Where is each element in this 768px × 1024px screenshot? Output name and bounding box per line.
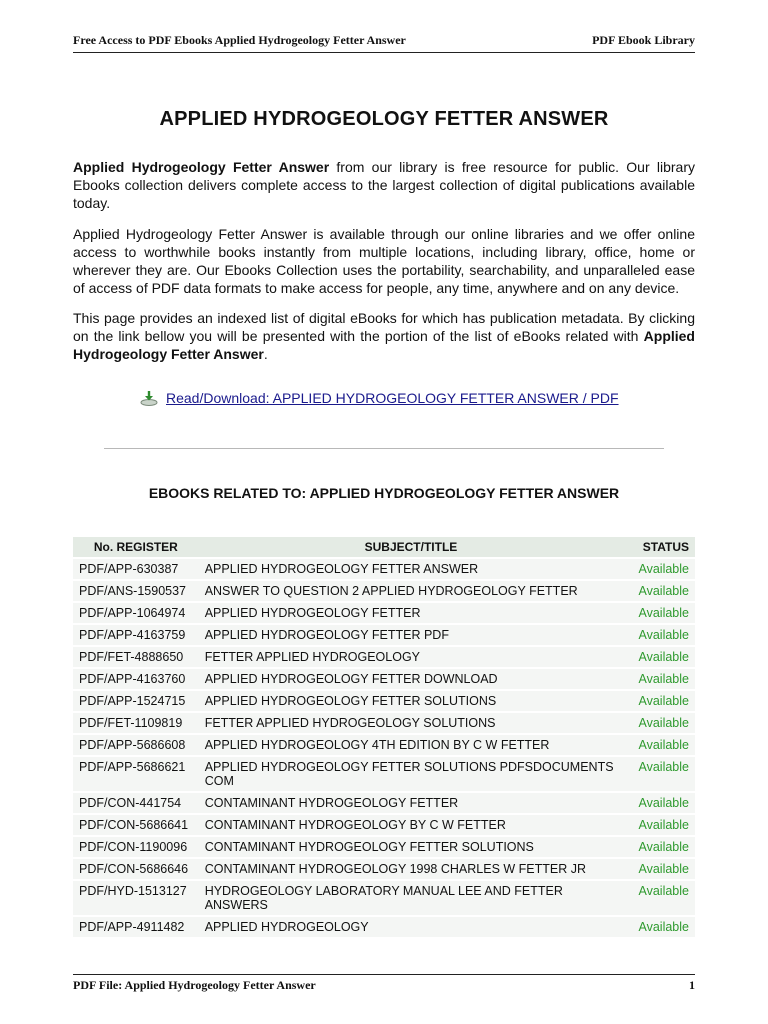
title-cell: APPLIED HYDROGEOLOGY FETTER ANSWER xyxy=(199,559,624,579)
register-cell: PDF/APP-1064974 xyxy=(73,603,199,623)
register-cell: PDF/CON-1190096 xyxy=(73,837,199,857)
table-row[interactable] xyxy=(73,793,695,813)
title-cell: FETTER APPLIED HYDROGEOLOGY SOLUTIONS xyxy=(199,713,624,733)
page-number: 1 xyxy=(689,978,695,992)
status-cell: Available xyxy=(623,757,695,791)
register-cell: PDF/FET-4888650 xyxy=(73,647,199,667)
status-cell: Available xyxy=(623,793,695,813)
status-cell: Available xyxy=(623,669,695,689)
title-cell: APPLIED HYDROGEOLOGY 4TH EDITION BY C W FETTER xyxy=(199,735,624,755)
table-row[interactable] xyxy=(73,837,695,857)
table-row[interactable] xyxy=(73,691,695,711)
register-cell: PDF/APP-1524715 xyxy=(73,691,199,711)
related-heading: EBOOKS RELATED TO: APPLIED HYDROGEOLOGY FETTER ANSWER xyxy=(148,485,620,501)
title-cell: FETTER APPLIED HYDROGEOLOGY xyxy=(199,647,624,667)
column-header-status: STATUS xyxy=(623,537,695,557)
intro-p1-bold: Applied Hydrogeology Fetter Answer xyxy=(73,159,330,175)
table-row[interactable] xyxy=(73,581,695,601)
register-cell: PDF/CON-5686646 xyxy=(73,859,199,879)
footer-file-text: PDF File: Applied Hydrogeology Fetter Answer xyxy=(73,978,316,992)
register-cell: PDF/APP-4163759 xyxy=(73,625,199,645)
status-cell: Available xyxy=(623,859,695,879)
table-row[interactable] xyxy=(73,713,695,733)
section-divider xyxy=(104,448,664,449)
table-row[interactable] xyxy=(73,881,695,915)
intro-p1-text: from our library is free resource for public. Our library Ebooks collection delivers complete access to the largest collection of digital publications available today. xyxy=(73,159,695,211)
intro-p3-bold: Applied Hydrogeology Fetter Answer xyxy=(73,328,695,362)
register-cell: PDF/FET-1109819 xyxy=(73,713,199,733)
intro-paragraph-3 xyxy=(73,309,695,363)
title-cell: APPLIED HYDROGEOLOGY xyxy=(199,917,624,937)
title-cell: HYDROGEOLOGY LABORATORY MANUAL LEE AND FETTER ANSWERS xyxy=(199,881,624,915)
download-link[interactable]: Read/Download: APPLIED HYDROGEOLOGY FETTER ANSWER / PDF xyxy=(166,390,619,406)
table-header-row xyxy=(73,537,695,557)
table-row[interactable] xyxy=(73,669,695,689)
register-cell: PDF/CON-5686641 xyxy=(73,815,199,835)
table-row[interactable] xyxy=(73,625,695,645)
table-row[interactable] xyxy=(73,647,695,667)
register-cell: PDF/ANS-1590537 xyxy=(73,581,199,601)
register-cell: PDF/HYD-1513127 xyxy=(73,881,199,915)
title-cell: CONTAMINANT HYDROGEOLOGY 1998 CHARLES W FETTER JR xyxy=(199,859,624,879)
title-cell: APPLIED HYDROGEOLOGY FETTER DOWNLOAD xyxy=(199,669,624,689)
register-cell: PDF/APP-5686621 xyxy=(73,757,199,791)
title-cell: APPLIED HYDROGEOLOGY FETTER SOLUTIONS PDFSDOCUMENTS COM xyxy=(199,757,624,791)
page-title: APPLIED HYDROGEOLOGY FETTER ANSWER xyxy=(159,108,609,130)
status-cell: Available xyxy=(623,713,695,733)
status-cell: Available xyxy=(623,881,695,915)
title-cell: ANSWER TO QUESTION 2 APPLIED HYDROGEOLOGY FETTER xyxy=(199,581,624,601)
table-row[interactable] xyxy=(73,815,695,835)
status-cell: Available xyxy=(623,647,695,667)
register-cell: PDF/APP-5686608 xyxy=(73,735,199,755)
table-row[interactable] xyxy=(73,917,695,937)
intro-paragraph-2: Applied Hydrogeology Fetter Answer is available through our online libraries and we offer online access to worthwhile books instantly from multiple locations, including library, office, home or wherever they are. Our Ebooks Collection uses the portability, searchability, and unparalleled ease of access of PDF data formats to make access for people, any time, anywhere and on any device. xyxy=(73,226,695,296)
status-cell: Available xyxy=(623,837,695,857)
header-right-text: PDF Ebook Library xyxy=(592,33,695,47)
status-cell: Available xyxy=(623,559,695,579)
table-row[interactable] xyxy=(73,603,695,623)
register-cell: PDF/APP-4163760 xyxy=(73,669,199,689)
page-footer xyxy=(73,974,695,993)
column-header-register: No. REGISTER xyxy=(73,537,199,557)
status-cell: Available xyxy=(623,815,695,835)
table-row[interactable] xyxy=(73,757,695,791)
page-header xyxy=(73,33,695,53)
column-header-title: SUBJECT/TITLE xyxy=(199,537,624,557)
table-body xyxy=(73,559,695,937)
table-row[interactable] xyxy=(73,559,695,579)
register-cell: PDF/APP-630387 xyxy=(73,559,199,579)
status-cell: Available xyxy=(623,581,695,601)
status-cell: Available xyxy=(623,625,695,645)
title-cell: APPLIED HYDROGEOLOGY FETTER SOLUTIONS xyxy=(199,691,624,711)
table-row[interactable] xyxy=(73,735,695,755)
header-left-text: Free Access to PDF Ebooks Applied Hydrogeology Fetter Answer xyxy=(73,33,406,47)
title-cell: APPLIED HYDROGEOLOGY FETTER PDF xyxy=(199,625,624,645)
table-row[interactable] xyxy=(73,859,695,879)
intro-paragraph-1 xyxy=(73,158,695,212)
status-cell: Available xyxy=(623,691,695,711)
download-icon[interactable] xyxy=(140,390,158,406)
title-cell: CONTAMINANT HYDROGEOLOGY FETTER SOLUTIONS xyxy=(199,837,624,857)
register-cell: PDF/CON-441754 xyxy=(73,793,199,813)
intro-p3-text: This page provides an indexed list of digital eBooks for which has publication metadata. By clicking on the link bellow you will be presented with the portion of the list of eBooks related with xyxy=(73,310,695,344)
status-cell: Available xyxy=(623,735,695,755)
register-cell: PDF/APP-4911482 xyxy=(73,917,199,937)
status-cell: Available xyxy=(623,603,695,623)
title-cell: APPLIED HYDROGEOLOGY FETTER xyxy=(199,603,624,623)
ebooks-table xyxy=(73,535,695,939)
status-cell: Available xyxy=(623,917,695,937)
title-cell: CONTAMINANT HYDROGEOLOGY BY C W FETTER xyxy=(199,815,624,835)
intro-p3-end: . xyxy=(263,346,268,362)
title-cell: CONTAMINANT HYDROGEOLOGY FETTER xyxy=(199,793,624,813)
download-row xyxy=(140,390,640,406)
